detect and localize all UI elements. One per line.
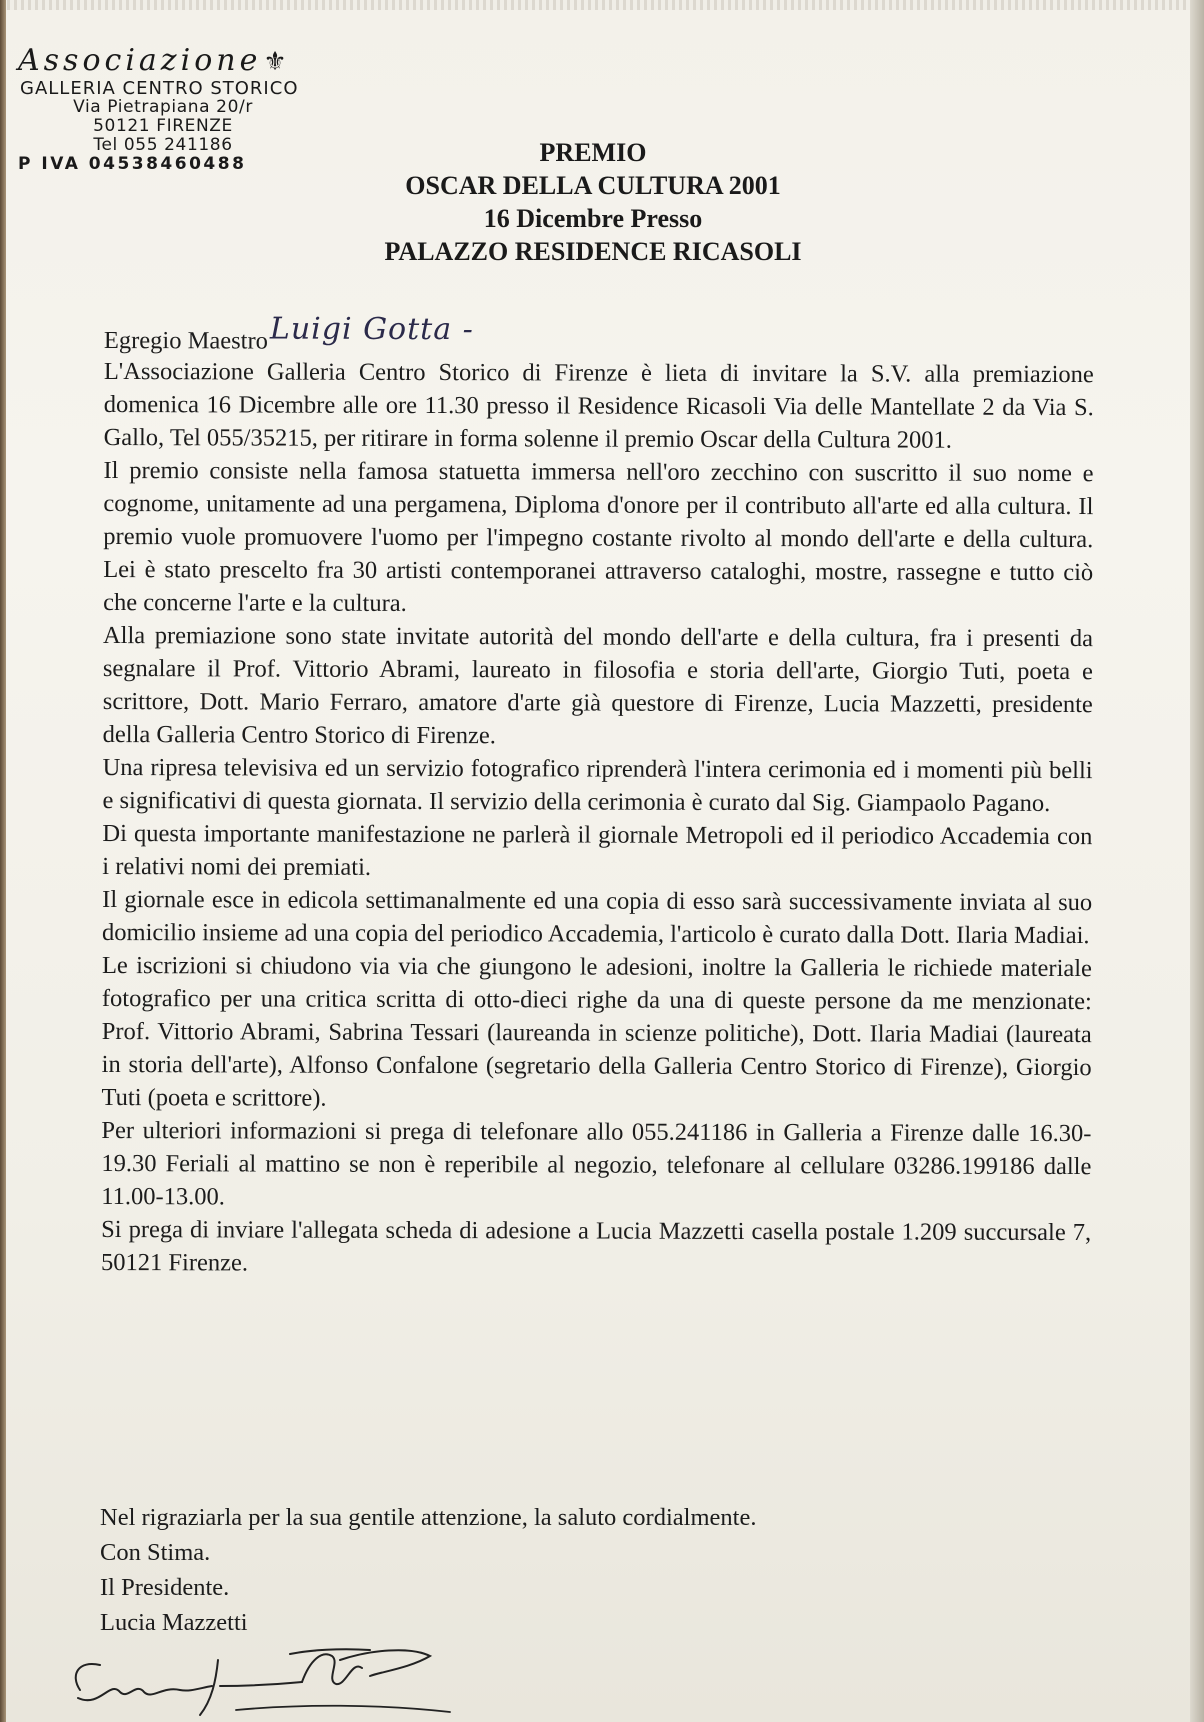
- salutation: Egregio Maestro: [103, 326, 268, 355]
- letterhead: [18, 44, 308, 174]
- handwritten-signature: [40, 1620, 460, 1720]
- paragraph-registrations: Le iscrizioni si chiudono via via che giungono le adesioni, inoltre la Galleria le richiede materiale fotografico per una critica scritta di otto-dieci righe da una di queste persone da me menzionate: Prof. Vittorio Abrami, Sabrina Tessari (laureanda in scienze politiche), Dott. Ilaria Madiai (laureata in storia dell'arte), Alfonso Confalone (segretario della Galleria Centro Storico di Firenze), Giorgio Tuti (poeta e scrittore).: [101, 951, 1093, 1112]
- paragraph-newspaper: Il giornale esce in edicola settimanalmente ed una copia di esso sarà successivamente inviata al suo domicilio insieme ad una copia del periodico Accademia, l'articolo è curato dalla Dott. Ilaria Madiai.: [102, 885, 1093, 950]
- paragraph-guests: Alla premiazione sono state invitate autorità del mondo dell'arte e della cultura, fra i presenti da segnalare il Prof. Vittorio Abrami, laureato in filosofia e storia dell'arte, Giorgio Tuti, poeta e scrittore, Dott. Mario Ferraro, amatore d'arte già questore di Firenze, Lucia Mazzetti, presidente della Galleria Centro Storico di Firenze.: [102, 621, 1094, 750]
- letterhead-city: 50121 FIRENZE: [93, 116, 233, 136]
- greeting: [103, 311, 1094, 358]
- letterhead-street: Via Pietrapiana 20/r: [73, 97, 253, 117]
- document-title: [280, 136, 906, 268]
- paper-top-edge: [0, 0, 1204, 10]
- handwritten-recipient-name: Luigi Gotta -: [269, 311, 474, 348]
- paragraph-filming: Una ripresa televisiva ed un servizio fotografico riprenderà l'intera cerimonia ed i momenti più belli e significativi di questa giornata. Il servizio della cerimonia è curato dal Sig. Giampaolo Pagano.: [102, 753, 1093, 817]
- paragraph-press: Di questa importante manifestazione ne parlerà il giornale Metropoli ed il periodico Accademia con i relativi nomi dei premiati.: [102, 819, 1093, 881]
- closing-role: Il Presidente.: [100, 1574, 230, 1601]
- closing-thanks: Nel rigraziarla per la sua gentile attenzione, la saluto cordialmente.: [100, 1504, 757, 1531]
- paragraph-form: Si prega di inviare l'allegata scheda di adesione a Lucia Mazzetti casella postale 1.209 succursale 7, 50121 Firenze.: [101, 1215, 1092, 1277]
- letterhead-vat: P IVA 04538460488: [18, 154, 247, 174]
- paragraph-prize: Il premio consiste nella famosa statuetta immersa nell'oro zecchino con suscritto il suo nome e cognome, unitamente ad una pergamena, Diploma d'onore per il contributo all'arte ed alla cultura. Il premio vuole promuovere l'uomo per l'impegno costante rivolto al mondo dell'arte e della cultura. Lei è stato prescelto fra 30 artisti contemporanei attraverso cataloghi, mostre, rassegne e tutto ciò che concerne l'arte e la cultura.: [103, 456, 1094, 617]
- title-line-4: PALAZZO RESIDENCE RICASOLI: [384, 237, 802, 266]
- paper-left-edge: [0, 0, 6, 1722]
- florentine-lily-icon: ⚜: [263, 47, 291, 77]
- closing-regards: Con Stima.: [100, 1539, 211, 1566]
- title-line-2: OSCAR DELLA CULTURA 2001: [405, 171, 781, 200]
- letter-body: [101, 311, 1094, 1282]
- letterhead-organization: GALLERIA CENTRO STORICO: [20, 78, 299, 99]
- letter-closing: [100, 1500, 1000, 1640]
- paper-right-edge: [1190, 0, 1204, 1722]
- title-line-1: PREMIO: [539, 138, 647, 167]
- paragraph-invitation: L'Associazione Galleria Centro Storico di Firenze è lieta di invitare la S.V. alla premiazione domenica 16 Dicembre alle ore 11.30 presso il Residence Ricasoli Via delle Mantellate 2 da Via S. Gallo, Tel 055/35215, per ritirare in forma solenne il premio Oscar della Cultura 2001.: [103, 357, 1094, 454]
- letterhead-phone: Tel 055 241186: [93, 135, 233, 155]
- association-name: [18, 44, 308, 79]
- association-name-text: Associazione: [18, 43, 262, 78]
- paragraph-contact: Per ulteriori informazioni si prega di telefonare allo 055.241186 in Galleria a Firenze dalle 16.30-19.30 Feriali al mattino se non è reperibile al negozio, telefonare al cellulare 03286.199186 dalle 11.00-13.00.: [101, 1116, 1092, 1211]
- title-line-3: 16 Dicembre Presso: [483, 204, 703, 233]
- closing-name: Lucia Mazzetti: [100, 1609, 248, 1636]
